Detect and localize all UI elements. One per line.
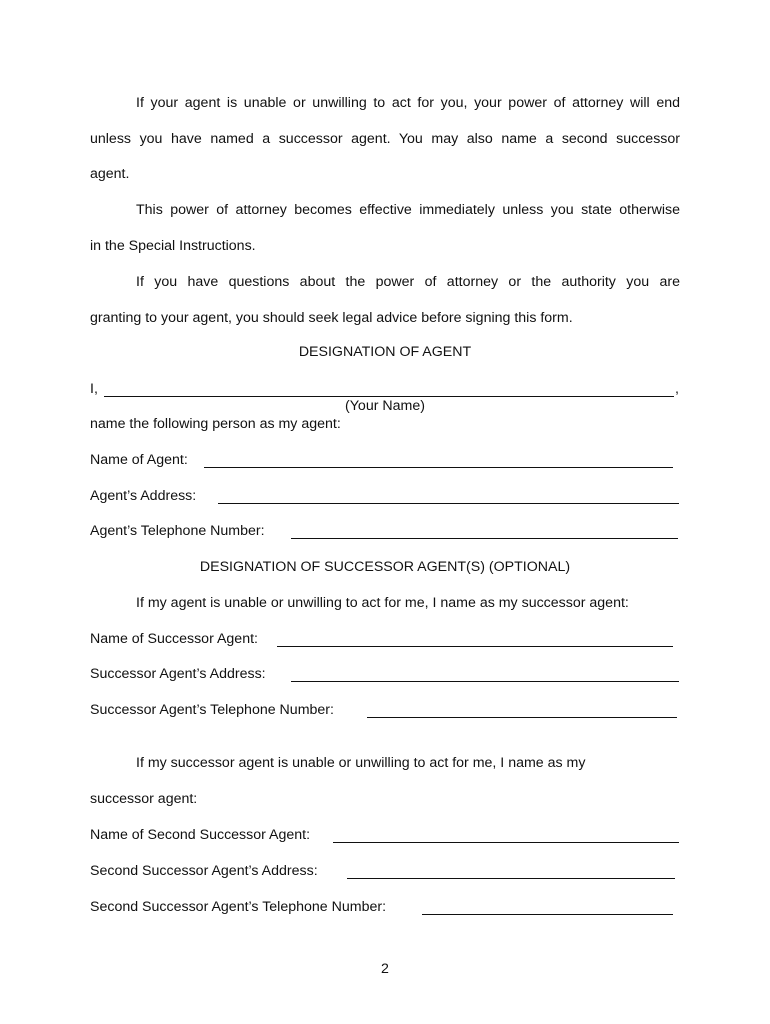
agent-phone-field[interactable]	[291, 538, 678, 539]
second-successor-address-field[interactable]	[347, 878, 675, 879]
agent-phone-label: Agent’s Telephone Number:	[90, 523, 265, 539]
successor-name-label: Name of Successor Agent:	[90, 631, 258, 647]
successor-name-field[interactable]	[277, 646, 673, 647]
successor-address-label: Successor Agent’s Address:	[90, 666, 266, 682]
successor-phone-field[interactable]	[367, 717, 677, 718]
designation-heading: DESIGNATION OF AGENT	[298, 344, 472, 360]
intro-paragraph-3-line-2: granting to your agent, you should seek legal advice before signing this form.	[90, 310, 573, 326]
intro-paragraph-2-line-1: This power of attorney becomes effective immediately unless you state otherwise	[136, 202, 680, 218]
second-successor-name-label: Name of Second Successor Agent:	[90, 827, 311, 843]
second-successor-intro-line-1: If my successor agent is unable or unwilling to act for me, I name as my	[136, 755, 586, 771]
intro-paragraph-1-line-3: agent.	[90, 166, 130, 182]
second-successor-phone-label: Second Successor Agent’s Telephone Number:	[90, 899, 387, 915]
your-name-comma: ,	[675, 381, 679, 397]
i-prefix: I,	[90, 381, 98, 397]
second-successor-name-field[interactable]	[333, 842, 679, 843]
second-successor-phone-field[interactable]	[422, 914, 673, 915]
second-successor-address-label: Second Successor Agent’s Address:	[90, 863, 318, 879]
intro-paragraph-1-line-2: unless you have named a successor agent. You may also name a second successor	[90, 131, 680, 147]
successor-phone-label: Successor Agent’s Telephone Number:	[90, 702, 334, 718]
intro-paragraph-2-line-2: in the Special Instructions.	[90, 238, 256, 254]
intro-paragraph-3-line-1: If you have questions about the power of attorney or the authority you are	[136, 274, 680, 290]
successor-intro: If my agent is unable or unwilling to act for me, I name as my successor agent:	[136, 595, 629, 611]
your-name-caption: (Your Name)	[345, 398, 425, 414]
agent-name-label: Name of Agent:	[90, 452, 188, 468]
agent-address-field[interactable]	[218, 503, 679, 504]
name-following-text: name the following person as my agent:	[90, 416, 341, 432]
successor-heading: DESIGNATION OF SUCCESSOR AGENT(S) (OPTIONAL)	[199, 559, 571, 575]
agent-name-field[interactable]	[204, 467, 673, 468]
page-number: 2	[381, 961, 389, 977]
second-successor-intro-line-2: successor agent:	[90, 791, 198, 807]
agent-address-label: Agent’s Address:	[90, 488, 197, 504]
successor-address-field[interactable]	[291, 681, 679, 682]
intro-paragraph-1-line-1: If your agent is unable or unwilling to act for you, your power of attorney will end	[136, 95, 680, 111]
